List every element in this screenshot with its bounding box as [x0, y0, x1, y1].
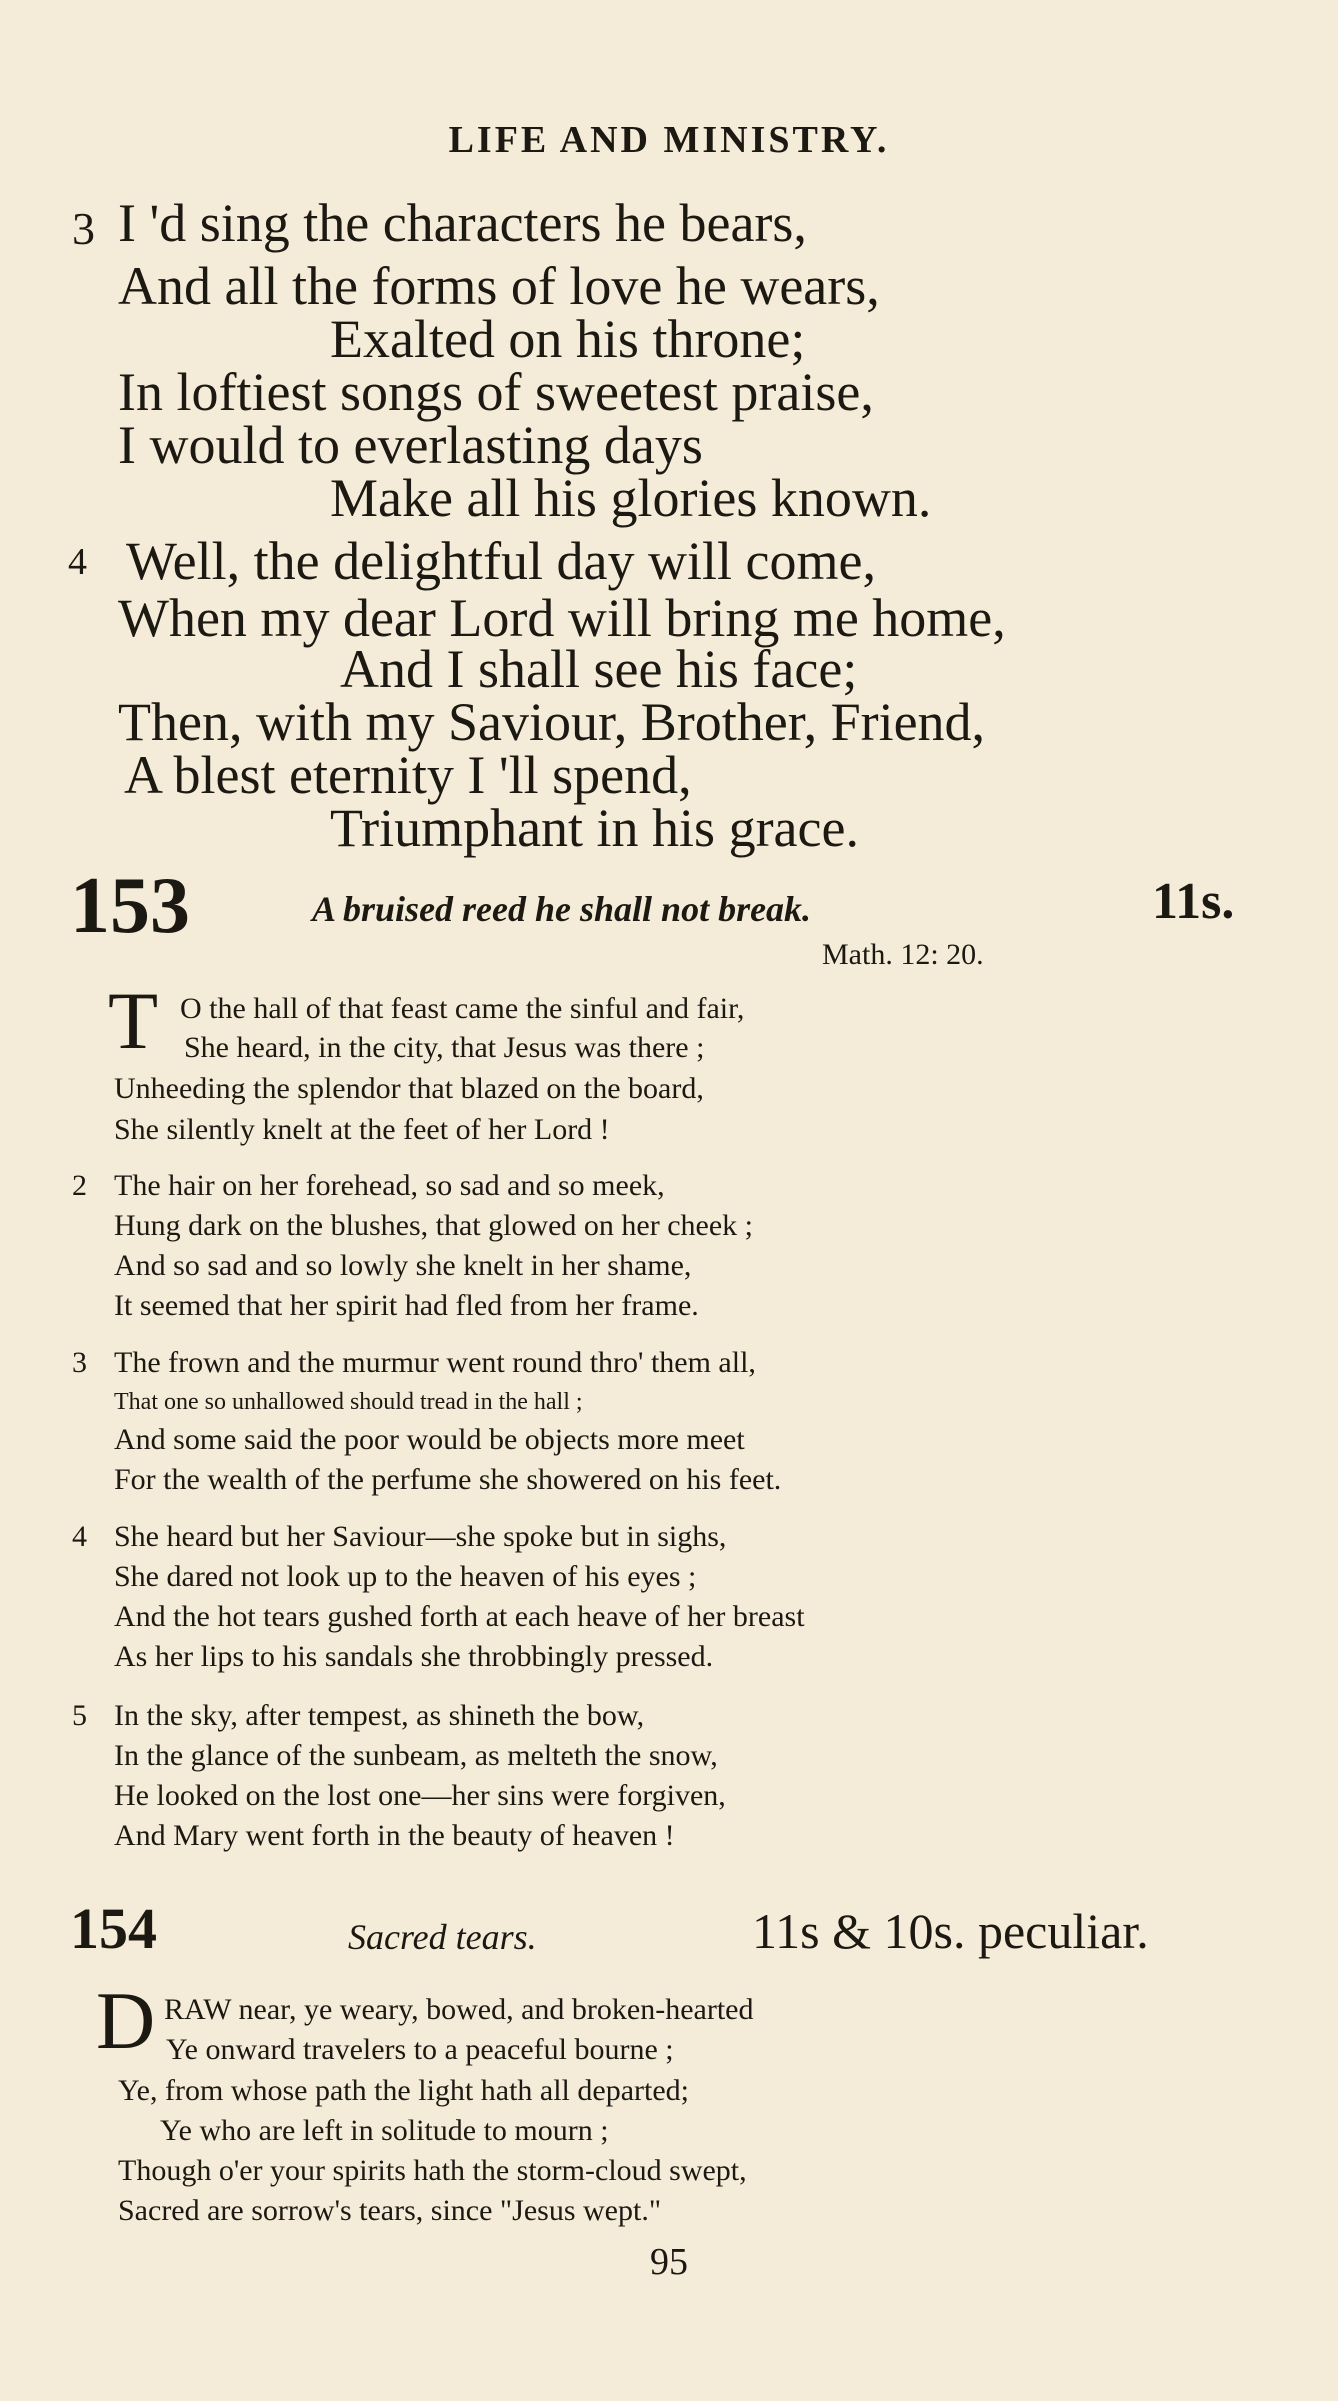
stanza-number: 5: [72, 1699, 87, 1732]
verse-line: The hair on her forehead, so sad and so meek,: [114, 1169, 665, 1202]
hymn-number: 153: [70, 862, 190, 950]
verse-line: She heard but her Saviour—she spoke but in sighs,: [114, 1520, 727, 1553]
verse-line: That one so unhallowed should tread in the hall ;: [114, 1389, 583, 1415]
verse-line: Though o'er your spirits hath the storm-cloud swept,: [118, 2154, 747, 2187]
verse-line: Ye, from whose path the light hath all departed;: [118, 2074, 689, 2107]
hymn-title: Sacred tears.: [348, 1917, 537, 1957]
verse-line: And Mary went forth in the beauty of heaven !: [114, 1819, 675, 1852]
verse-line: In loftiest songs of sweetest praise,: [118, 362, 874, 422]
verse-line: Hung dark on the blushes, that glowed on her cheek ;: [114, 1209, 754, 1242]
verse-line: For the wealth of the perfume she showered on his feet.: [114, 1463, 782, 1496]
drop-cap: D: [96, 1975, 156, 2066]
verse-line: O the hall of that feast came the sinful and fair,: [180, 992, 745, 1025]
verse-line: Sacred are sorrow's tears, since "Jesus wept.": [118, 2194, 662, 2227]
running-head: LIFE AND MINISTRY.: [448, 119, 890, 161]
verse-line: Make all his glories known.: [330, 468, 932, 528]
verse-line: Triumphant in his grace.: [330, 798, 859, 858]
hymn-number: 154: [70, 1896, 157, 1961]
stanza-number: 4: [72, 1520, 87, 1553]
verse-line: She silently knelt at the feet of her Lord !: [114, 1113, 610, 1146]
verse-line: And I shall see his face;: [340, 639, 858, 699]
verse-line: A blest eternity I 'll spend,: [124, 745, 692, 805]
verse-line: I 'd sing the characters he bears,: [118, 193, 807, 253]
verse-line: It seemed that her spirit had fled from her frame.: [114, 1289, 699, 1322]
stanza-number: 3: [72, 1346, 87, 1379]
scripture-reference: Math. 12: 20.: [822, 938, 984, 971]
verse-line: When my dear Lord will bring me home,: [118, 588, 1006, 648]
verse-line: Ye who are left in solitude to mourn ;: [160, 2114, 609, 2147]
verse-line: Exalted on his throne;: [330, 309, 806, 369]
verse-line: He looked on the lost one—her sins were forgiven,: [114, 1779, 726, 1812]
verse-line: The frown and the murmur went round thro' them all,: [114, 1346, 756, 1379]
verse-line: In the sky, after tempest, as shineth the bow,: [114, 1699, 645, 1732]
verse-line: Ye onward travelers to a peaceful bourne ;: [166, 2033, 674, 2066]
drop-cap: T: [108, 975, 159, 1066]
hymn-meter: 11s & 10s. peculiar.: [752, 1903, 1149, 1959]
page-number: 95: [650, 2241, 688, 2283]
verse-line: I would to everlasting days: [118, 415, 703, 475]
verse-line: Then, with my Saviour, Brother, Friend,: [118, 692, 986, 752]
stanza-number: 4: [68, 541, 87, 583]
hymn-title: A bruised reed he shall not break.: [312, 889, 812, 929]
verse-line: Unheeding the splendor that blazed on the board,: [114, 1072, 704, 1105]
verse-line: She heard, in the city, that Jesus was there ;: [184, 1031, 705, 1064]
verse-line: And so sad and so lowly she knelt in her shame,: [114, 1249, 692, 1282]
verse-line: In the glance of the sunbeam, as melteth the snow,: [114, 1739, 718, 1772]
verse-line: As her lips to his sandals she throbbingly pressed.: [114, 1640, 714, 1673]
verse-line: RAW near, ye weary, bowed, and broken-hearted: [164, 1993, 754, 2026]
verse-line: Well, the delightful day will come,: [126, 531, 876, 591]
verse-line: She dared not look up to the heaven of his eyes ;: [114, 1560, 697, 1593]
stanza-number: 2: [72, 1169, 87, 1202]
verse-line: And some said the poor would be objects more meet: [114, 1423, 745, 1456]
verse-line: And the hot tears gushed forth at each heave of her breast: [114, 1600, 805, 1633]
stanza-number: 3: [72, 203, 95, 254]
verse-line: And all the forms of love he wears,: [118, 256, 880, 316]
hymn-meter: 11s.: [1152, 873, 1235, 930]
